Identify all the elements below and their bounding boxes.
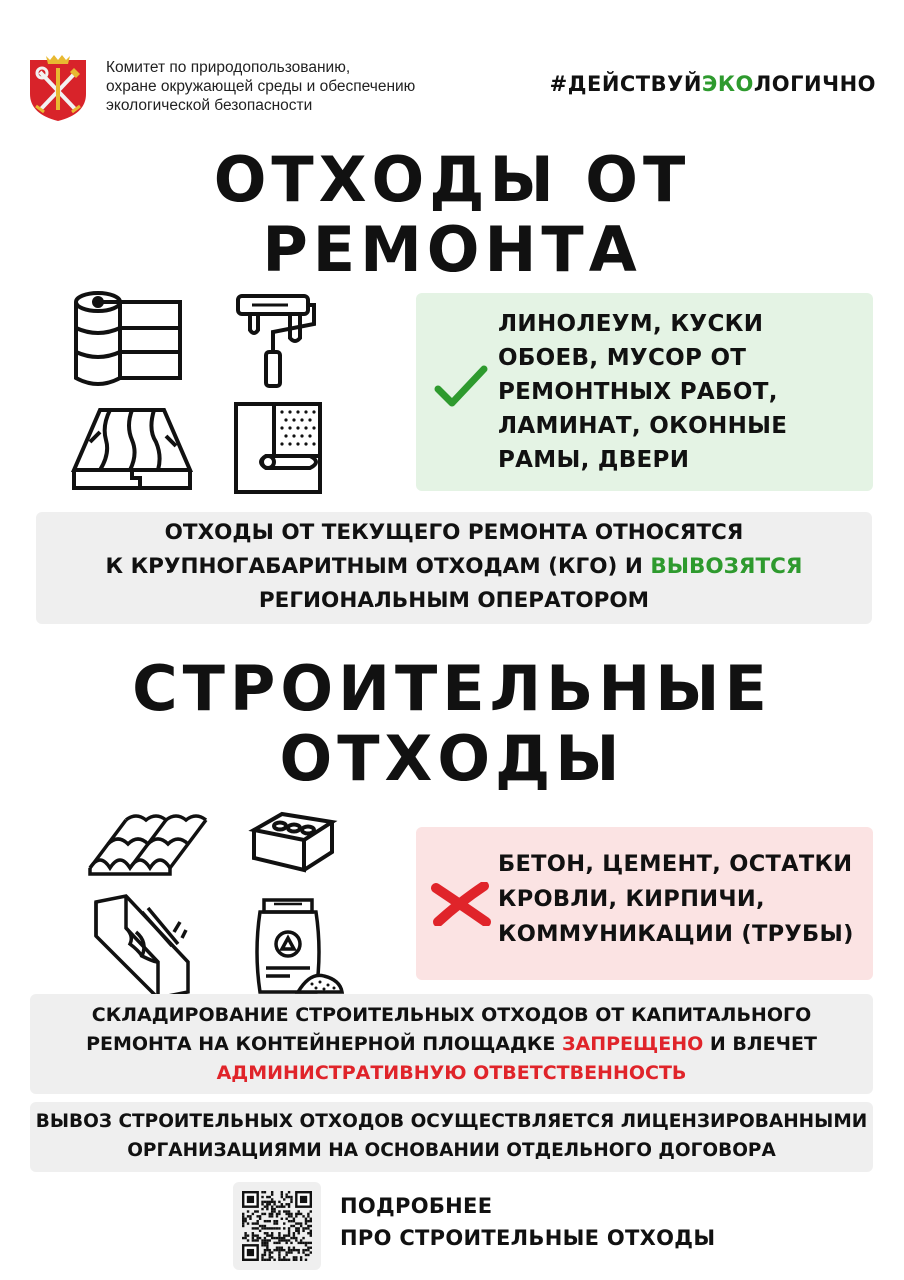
more-line: ПОДРОБНЕЕ xyxy=(340,1194,493,1218)
construction-icons xyxy=(86,808,386,1018)
info-line: РЕГИОНАЛЬНЫМ ОПЕРАТОРОМ xyxy=(258,588,650,613)
hashtag-part: #ДЕЙСТВУЙ xyxy=(549,72,702,96)
title-line: СТРОИТЕЛЬНЫЕ xyxy=(132,652,772,725)
title-line: ОТХОДЫ xyxy=(279,722,625,795)
org-line: Комитет по природопользованию, xyxy=(106,59,351,76)
allowed-waste-card xyxy=(416,293,873,491)
allowed-line: ОБОЕВ, МУСОР ОТ xyxy=(498,345,747,371)
forbidden-line: КРОВЛИ, КИРПИЧИ, xyxy=(498,886,765,912)
cement-bag-icon xyxy=(250,892,346,1000)
check-mark-icon xyxy=(434,365,488,409)
forbidden-line: БЕТОН, ЦЕМЕНТ, ОСТАТКИ xyxy=(498,851,853,877)
allowed-line: ЛИНОЛЕУМ, КУСКИ xyxy=(498,311,764,337)
paint-roller-icon xyxy=(228,290,318,392)
info-text: К КРУПНОГАБАРИТНЫМ ОТХОДАМ (КГО) И xyxy=(105,554,651,579)
storage-warning-block xyxy=(30,994,873,1094)
removal-info-block xyxy=(30,1102,873,1172)
allowed-line: РЕМОНТНЫХ РАБОТ, xyxy=(498,379,778,405)
warn-text: РЕМОНТА НА КОНТЕЙНЕРНОЙ ПЛОЩАДКЕ xyxy=(86,1033,563,1055)
title-line: РЕМОНТА xyxy=(262,213,642,286)
repair-title xyxy=(0,145,904,285)
more-info-text xyxy=(340,1190,715,1254)
concrete-block-icon xyxy=(92,892,192,1002)
allowed-line: ЛАМИНАТ, ОКОННЫЕ xyxy=(498,413,788,439)
spb-coat-of-arms-icon xyxy=(28,54,88,122)
laminate-floor-icon xyxy=(70,402,194,494)
hashtag-part: ЛОГИЧНО xyxy=(753,72,876,96)
roof-tile-icon xyxy=(86,812,212,878)
warn-line: СКЛАДИРОВАНИЕ СТРОИТЕЛЬНЫХ ОТХОДОВ ОТ КАПИТАЛЬНОГО xyxy=(91,1004,812,1026)
title-line: ОТХОДЫ ОТ xyxy=(213,143,691,216)
removal-line: ОРГАНИЗАЦИЯМИ НА ОСНОВАНИИ ОТДЕЛЬНОГО ДОГОВОРА xyxy=(127,1140,776,1161)
org-line: охране окружающей среды и обеспечению xyxy=(106,78,416,95)
warn-text: И ВЛЕЧЕТ xyxy=(703,1033,817,1055)
repair-info-block xyxy=(36,512,872,624)
removal-line: ВЫВОЗ СТРОИТЕЛЬНЫХ ОТХОДОВ ОСУЩЕСТВЛЯЕТСЯ ЛИЦЕНЗИРОВАННЫМИ xyxy=(35,1111,868,1132)
warn-line xyxy=(30,1030,873,1059)
info-line xyxy=(36,550,872,584)
warn-highlight: ЗАПРЕЩЕНО xyxy=(562,1033,704,1055)
forbidden-waste-list xyxy=(498,847,854,952)
info-line: ОТХОДЫ ОТ ТЕКУЩЕГО РЕМОНТА ОТНОСЯТСЯ xyxy=(164,520,744,545)
qr-code[interactable] xyxy=(233,1182,321,1270)
forbidden-line: КОММУНИКАЦИИ (ТРУБЫ) xyxy=(498,921,854,947)
qr-code-icon xyxy=(242,1191,312,1261)
repair-icons xyxy=(70,290,370,500)
linoleum-roll-icon xyxy=(70,290,186,392)
hashtag-eco: ЭКО xyxy=(701,72,754,96)
header xyxy=(28,52,878,124)
allowed-line: РАМЫ, ДВЕРИ xyxy=(498,447,690,473)
hashtag xyxy=(550,72,876,96)
brick-icon xyxy=(248,808,338,878)
info-highlight: ВЫВОЗЯТСЯ xyxy=(650,554,803,579)
forbidden-waste-card xyxy=(416,827,873,980)
more-line: ПРО СТРОИТЕЛЬНЫЕ ОТХОДЫ xyxy=(340,1226,716,1250)
construction-title xyxy=(0,654,904,794)
warn-line-highlight: АДМИНИСТРАТИВНУЮ ОТВЕТСТВЕННОСТЬ xyxy=(216,1062,687,1084)
wallpaper-roll-icon xyxy=(232,400,324,496)
org-line: экологической безопасности xyxy=(106,97,313,114)
cross-mark-icon xyxy=(430,882,492,926)
organization-name xyxy=(106,58,415,115)
allowed-waste-list xyxy=(498,307,787,477)
